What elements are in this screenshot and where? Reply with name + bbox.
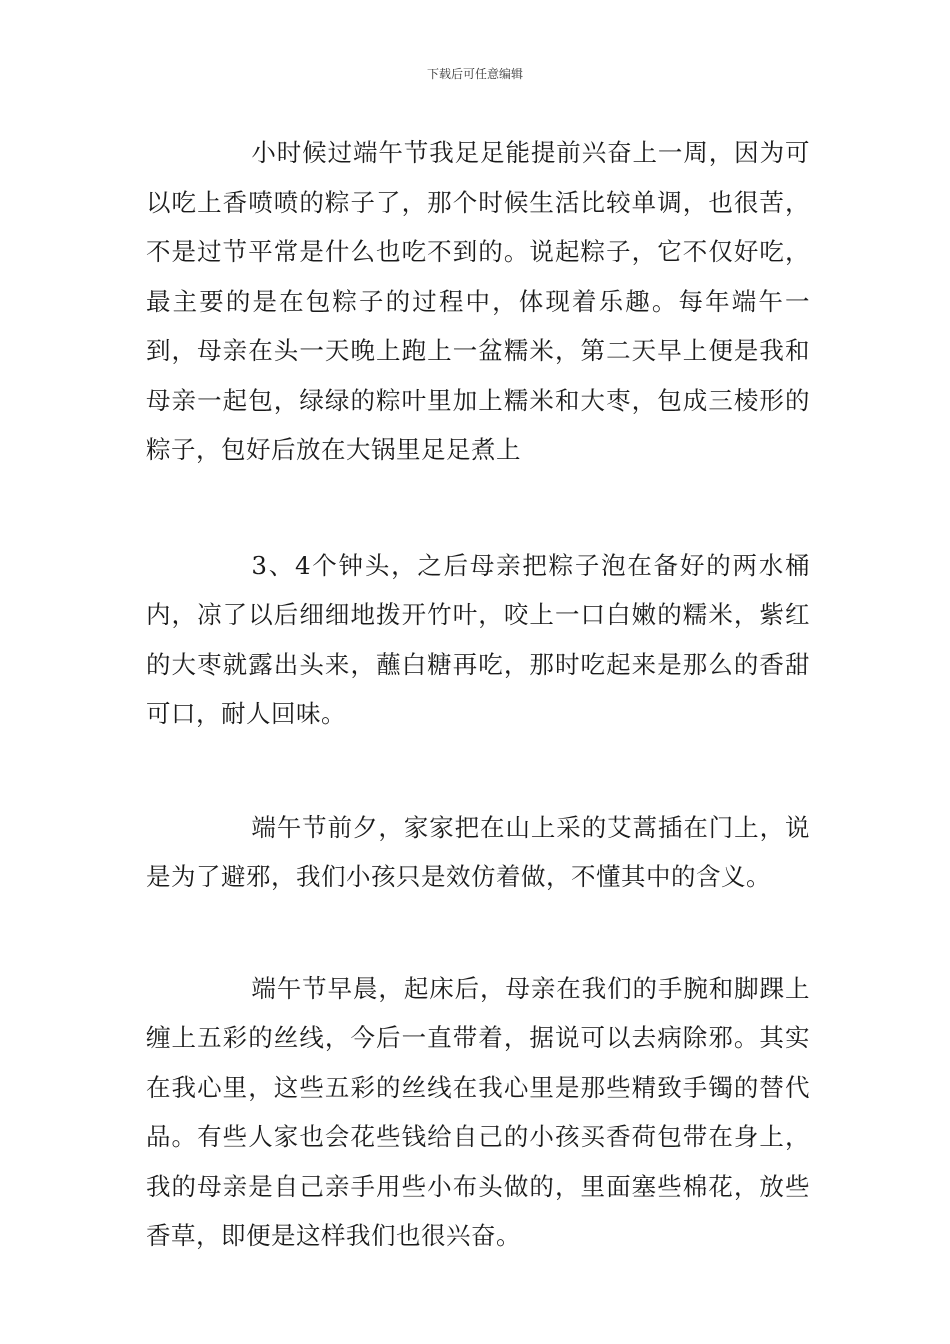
document-body xyxy=(146,128,810,1261)
paragraph-silk-threads: 端午节早晨，起床后，母亲在我们的手腕和脚踝上缠上五彩的丝线，今后一直带着，据说可以去病除邪。其实在我心里，这些五彩的丝线在我心里是那些精致手镯的替代品。有些人家也会花些钱给自己的小孩买香荷包带在身上，我的母亲是自己亲手用些小布头做的，里面塞些棉花，放些香草，即便是这样我们也很兴奋。 xyxy=(146,973,810,1250)
page-header-note: 下载后可任意编辑 xyxy=(426,67,523,81)
paragraph-mugwort: 端午节前夕，家家把在山上采的艾蒿插在门上，说是为了避邪，我们小孩只是效仿着做，不懂其中的含义。 xyxy=(146,812,810,891)
paragraph-zongzi-memory: 小时候过端午节我足足能提前兴奋上一周，因为可以吃上香喷喷的粽子了，那个时候生活比较单调，也很苦，不是过节平常是什么也吃不到的。说起粽子，它不仅好吃，最主要的是在包粽子的过程中，体现着乐趣。每年端午一到，母亲在头一天晚上跑上一盆糯米，第二天早上便是我和母亲一起包，绿绿的粽叶里加上糯米和大枣，包成三棱形的粽子，包好后放在大锅里足足煮上 xyxy=(146,138,810,464)
paragraph-eating-zongzi: 3、4个钟头，之后母亲把粽子泡在备好的两水桶内，凉了以后细细地拨开竹叶，咬上一口白嫩的糯米，紫红的大枣就露出头来，蘸白糖再吃，那时吃起来是那么的香甜可口，耐人回味。 xyxy=(146,550,810,728)
